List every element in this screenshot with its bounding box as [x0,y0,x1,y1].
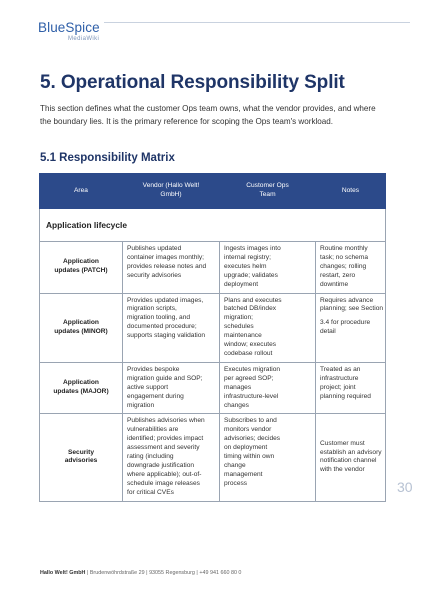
cell-text-line: with the vendor [320,466,365,474]
cell-text-line: maintenance [224,332,262,340]
cell-customer-ops [220,362,316,414]
notes-paragraph [320,245,381,290]
cell-text-line: on deployment [224,444,268,452]
cell-text-line: migration; [224,314,253,322]
cell-text-line: provides release notes and [127,262,207,270]
cell-text-line: updates (MAJOR) [53,388,109,396]
cell-text-line: Application [63,258,99,266]
cell-text-line: change [224,461,246,469]
cell-text-line: documented procedure; [127,323,197,331]
cell-area [40,414,123,501]
cell-text-line: infrastructure-level [224,392,279,400]
cell-text-line: infrastructure [320,374,359,382]
cell-text-line: Provides bespoke [127,365,180,373]
cell-text-line: Requires advance [320,296,374,304]
notes-paragraph [320,366,381,402]
cell-text-line: Application [63,379,99,387]
cell-text-line: planning required [320,392,371,400]
cell-text-line: monitors vendor [224,426,272,434]
cell-vendor [123,242,220,294]
table-row [40,293,386,362]
cell-text-line: migration [127,401,155,409]
cell-area [40,293,123,362]
cell-text-line: active support [127,383,169,391]
page-footer [40,570,241,576]
cell-notes [316,414,386,501]
cell-text-line: updates (PATCH) [54,267,108,275]
footer-company: Hallo Welt! GmbH [40,570,86,576]
cell-text-line: deployment [224,280,259,288]
cell-text-line: Routine monthly [320,245,368,252]
cell-text-line: Publishes updated [127,245,182,252]
cell-text-line: project; joint [320,383,356,391]
cell-text-line: Customer must [320,439,365,447]
cell-text-line: Application [63,318,99,326]
table-header-row [40,174,386,209]
cell-text-line: where applicable); out-of- [127,470,202,478]
cell-text-line: schedules [224,323,254,331]
cell-notes [316,362,386,414]
notes-paragraph [320,296,384,315]
cell-customer-ops [220,293,316,362]
cell-notes [316,242,386,294]
cell-text-line: Provides updated images, [127,296,204,304]
cell-text-line: restart, zero [320,271,356,279]
cell-text-line: security advisories [127,271,182,279]
cell-text-line: timing within own [224,453,275,461]
subsection-title: 5.1 Responsibility Matrix [40,152,175,164]
section-title: 5. Operational Responsibility Split [40,72,345,93]
cell-text-line: advisories; decides [224,435,281,443]
cell-text-line: identified; provides impact [127,435,204,443]
table-row [40,414,386,501]
cell-vendor [123,293,220,362]
cell-text-line: assessment and severity [127,444,200,452]
table-row [40,242,386,294]
cell-text-line: Publishes advisories when [127,417,205,425]
table-row [40,362,386,414]
cell-text-line: updates (MINOR) [54,327,108,335]
cell-text-line: task; no schema [320,253,369,261]
cell-text-line: Ingests images into [224,245,281,252]
cell-text-line: 3.4 for procedure [320,319,371,327]
section-intro: This section defines what the customer Ops team owns, what the vendor provides, and where the boundary lies. It is the primary reference for scoping the Ops team's workload. [40,104,376,126]
cell-text-line: changes; rolling [320,262,367,270]
cell-text-line: window; executes [224,341,277,349]
cell-text-line: migration scripts, [127,305,177,313]
cell-text-line: notification channel [320,457,377,465]
cell-text-line: container images monthly; [127,253,204,261]
footer-address: | Brudenwöhrdstraße 29 | 93055 Regensburg | +49 941 660 80 0 [85,570,242,576]
header-customer-ops: Customer Ops Team [220,174,316,209]
header-vendor: Vendor (Hallo Welt! GmbH) [123,174,220,209]
cell-text-line: Security [67,448,95,456]
cell-text-line: engagement during [127,392,184,400]
cell-text-line: changes [224,401,249,409]
responsibility-matrix-table [39,173,386,502]
cell-text-line: process [224,479,248,487]
cell-text-line: executes helm [224,262,267,270]
cell-text-line: management [224,470,263,478]
cell-text-line: Executes migration [224,365,281,373]
cell-text-line: upgrade; validates [224,271,278,279]
cell-text-line: for critical CVEs [127,488,174,496]
cell-text-line: schedule image releases [127,479,200,487]
cell-text-line: codebase rollout [224,349,273,357]
cell-text-line: detail [320,328,336,336]
cell-text-line: downtime [320,280,349,288]
notes-paragraph [320,319,381,337]
cell-text-line: batched DB/index [224,305,277,313]
bluespice-logo [38,21,100,43]
cell-text-line: Subscribes to and [224,417,277,425]
table-group-row [40,209,386,242]
cell-text-line: planning; see Section [320,305,384,313]
cell-text-line: migration guide and SOP; [127,374,203,382]
logo-wordmark: BlueSpice [38,20,100,35]
cell-customer-ops [220,414,316,501]
cell-text-line: advisories [64,457,98,465]
cell-text-line: Plans and executes [224,296,282,304]
cell-text-line: vulnerabilities are [127,426,179,434]
logo-subtitle: MediaWiki [68,36,100,42]
cell-customer-ops [220,242,316,294]
cell-text-line: manages [224,383,252,391]
group-label: Application lifecycle [40,209,386,242]
cell-area [40,362,123,414]
cell-text-line: Treated as an [320,365,361,373]
header-area: Area [40,174,123,209]
header-notes: Notes [316,174,386,209]
cell-text-line: internal registry; [224,253,271,261]
header-divider [104,22,410,23]
cell-text-line: downgrade justification [127,461,195,469]
cell-vendor [123,362,220,414]
page-number: 30 [397,479,413,495]
cell-vendor [123,414,220,501]
cell-area [40,242,123,294]
cell-text-line: establish an advisory [320,448,382,456]
cell-text-line: supports staging validation [127,332,206,340]
cell-notes [316,293,386,362]
cell-text-line: rating (including [127,453,174,461]
notes-paragraph [320,440,381,476]
cell-text-line: migration tooling, and [127,314,191,322]
cell-text-line: per agreed SOP; [224,374,274,382]
